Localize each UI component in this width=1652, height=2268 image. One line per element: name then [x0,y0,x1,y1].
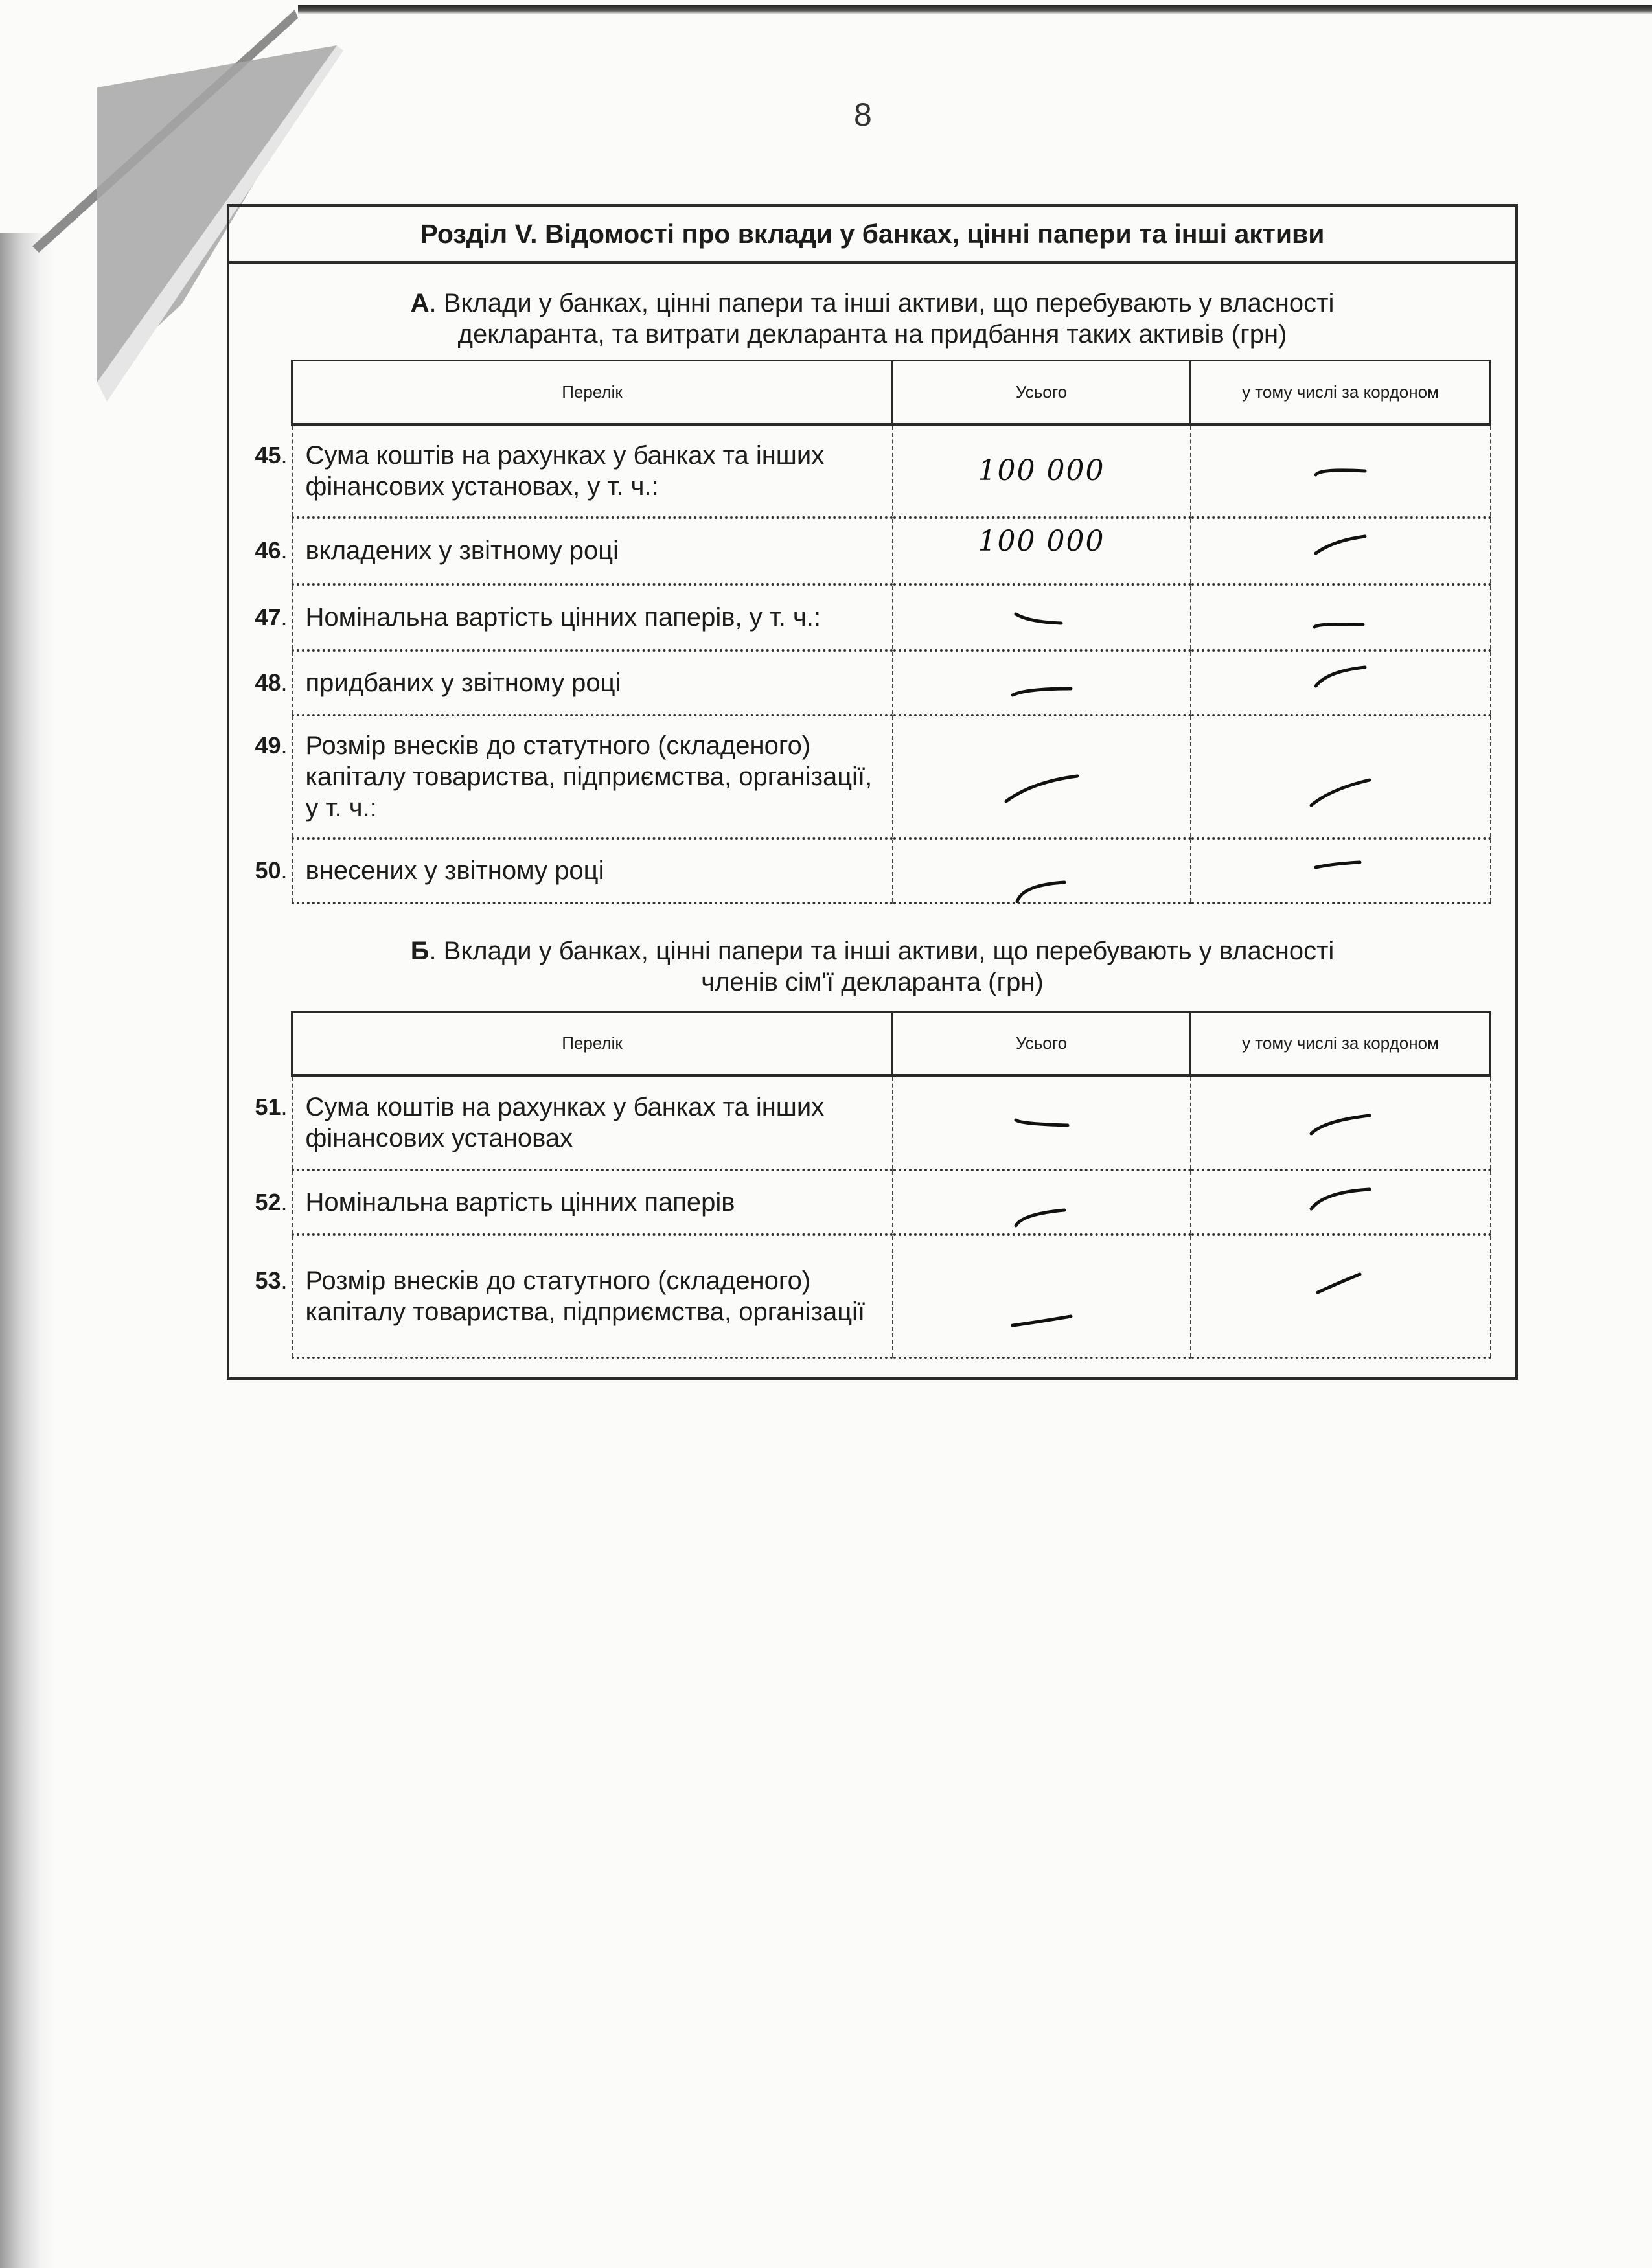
total-cell[interactable] [893,1235,1191,1358]
handwritten-dash [1308,533,1373,558]
handwritten-dash [1000,772,1084,805]
row-number: 50. [255,856,288,884]
total-cell[interactable] [893,1170,1191,1235]
handwritten-value: 100 000 [978,524,1105,558]
table-row [292,1076,1491,1170]
handwritten-dash [1009,1115,1074,1134]
part-b-title [229,935,1515,998]
column-header-abroad: у тому числі за кордоном [1191,361,1491,425]
column-header-total: Усього [893,1012,1191,1076]
handwritten-dash [1305,1112,1376,1138]
abroad-cell[interactable] [1191,1235,1491,1358]
part-b-title-line2: членів сім'ї декларанта (грн) [701,968,1044,996]
abroad-cell[interactable] [1191,584,1491,650]
handwritten-dash [1305,1186,1376,1211]
table-row [292,1235,1491,1358]
row-label: Розмір внесків до статутного (складеного) капіталу товариства, підприємства, організації, у т. ч.: [305,731,873,822]
handwritten-dash [1006,1311,1077,1331]
row-number: 45. [255,442,288,469]
part-b-title-line1: . Вклади у банках, цінні папери та інші активи, що перебувають у власності [429,937,1335,965]
table-row [292,584,1491,650]
part-a-letter: А [410,289,430,317]
row-label: Номінальна вартість цінних паперів, у т. ч.: [305,602,821,632]
abroad-cell[interactable] [1191,1170,1491,1235]
total-cell[interactable] [893,1076,1191,1170]
row-label: придбаних у звітному році [305,668,621,697]
handwritten-dash [1006,682,1077,702]
table-row [292,1170,1491,1235]
handwritten-dash [1009,877,1074,903]
row-label: вкладених у звітному році [305,536,619,565]
table-row [292,518,1491,584]
row-number: 53. [255,1266,288,1294]
row-label: Номінальна вартість цінних паперів [305,1187,735,1217]
handwritten-dash [1308,463,1373,483]
abroad-cell[interactable] [1191,838,1491,903]
handwritten-dash [1305,776,1376,808]
handwritten-dash [1308,663,1373,689]
column-header-list: Перелік [292,361,893,425]
scan-top-edge [298,5,1652,14]
column-header-list: Перелік [292,1012,893,1076]
row-number: 51. [255,1094,288,1121]
section-title: Розділ V. Відомості про вклади у банках, цінні папери та інші активи [229,207,1515,264]
page-number: 8 [854,97,872,133]
row-number: 46. [255,537,288,564]
row-number: 49. [255,731,288,759]
total-cell[interactable] [893,715,1191,838]
handwritten-dash [1308,856,1373,875]
handwritten-dash [1308,614,1373,634]
table-row [292,715,1491,838]
column-header-total: Усього [893,361,1191,425]
handwritten-value: 100 000 [978,453,1105,487]
table-row [292,650,1491,715]
row-label: Розмір внесків до статутного (складеного) капіталу товариства, підприємства, організації [305,1266,866,1326]
abroad-cell[interactable] [1191,425,1491,518]
total-cell[interactable] [893,425,1191,518]
abroad-cell[interactable] [1191,518,1491,584]
table-row [292,838,1491,903]
abroad-cell[interactable] [1191,715,1491,838]
section-v [227,204,1518,1380]
handwritten-dash [1009,1205,1074,1228]
row-number: 48. [255,669,288,696]
total-cell[interactable] [893,518,1191,584]
part-a-table [255,360,1491,904]
part-a-title-line1: . Вклади у банках, цінні папери та інші активи, що перебувають у власності [429,289,1335,317]
row-number: 52. [255,1188,288,1215]
table-row [292,425,1491,518]
handwritten-dash [1311,1270,1370,1296]
part-a-title-line2: декларанта, та витрати декларанта на придбання таких активів (грн) [457,320,1287,349]
total-cell[interactable] [893,838,1191,903]
column-header-abroad: у тому числі за кордоном [1191,1012,1491,1076]
handwritten-dash [1009,609,1074,628]
total-cell[interactable] [893,584,1191,650]
row-number: 47. [255,603,288,630]
abroad-cell[interactable] [1191,650,1491,715]
part-a-title [229,288,1515,350]
part-b-letter: Б [410,937,430,965]
abroad-cell[interactable] [1191,1076,1491,1170]
part-b-table [255,1011,1491,1359]
row-label: Сума коштів на рахунках у банках та інших фінансових установах [305,1093,825,1153]
scan-edge-shadow [0,233,55,2268]
total-cell[interactable] [893,650,1191,715]
row-label: внесених у звітному році [305,856,604,885]
row-label: Сума коштів на рахунках у банках та інших фінансових установах, у т. ч.: [305,441,825,501]
